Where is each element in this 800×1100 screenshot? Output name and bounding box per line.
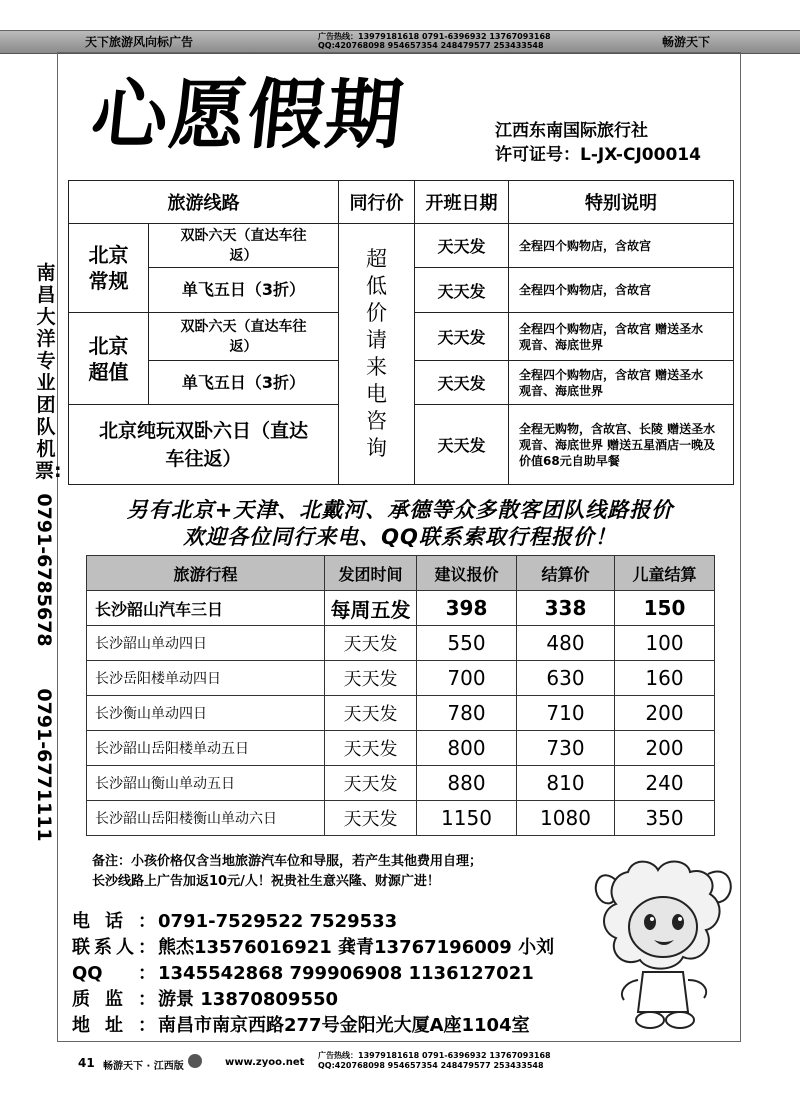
footer-ad-qq: QQ:420768098 954657354 248479577 253433548 [318,1061,544,1070]
route-item: 双卧六天（直达车往返） [149,224,339,268]
promo-line-2: 欢迎各位同行来电、QQ联系索取行程报价！ [183,525,617,549]
header-suggested-price: 建议报价 [417,556,517,591]
itinerary-cell: 长沙岳阳楼单动四日 [87,661,325,696]
contact-phone: 电话： 0791-7529522 7529533 [72,911,398,932]
route-day: 天天发 [415,313,509,361]
contact-person: 联系人： 熊杰13576016921 龚青13767196009 小刘 [72,937,555,958]
agency-name: 江西东南国际旅行社 [495,121,648,141]
route-day: 天天发 [415,268,509,313]
license-number: 许可证号：L-JX-CJ00014 [495,145,701,165]
route-item: 单飞五日（3折） [149,268,339,313]
table-row [87,661,715,696]
settlement-price-cell: 338 [517,591,615,626]
header-route: 旅游线路 [69,181,339,224]
settlement-price-cell: 480 [517,626,615,661]
suggested-price-cell: 780 [417,696,517,731]
itinerary-cell: 长沙衡山单动四日 [87,696,325,731]
itinerary-cell: 长沙韶山岳阳楼衡山单动六日 [87,801,325,836]
itinerary-cell: 长沙韶山单动四日 [87,626,325,661]
footer-page-number: 41 [78,1056,95,1070]
route-note: 全程无购物，含故宫、长陵 赠送圣水观音、海底世界 赠送五星酒店一晚及价值68元自助早餐 [509,405,734,485]
table-row [87,766,715,801]
departure-cell: 天天发 [325,731,417,766]
child-price-cell: 100 [615,626,715,661]
side-ticket-text: 南昌大洋专业团队机票: [35,262,62,482]
contact-qq: QQ： 1345542868 799906908 1136127021 [72,963,534,984]
route-item: 北京纯玩双卧六日（直达车往返） [69,405,339,485]
departure-cell: 天天发 [325,801,417,836]
table-row [69,224,734,268]
table-row [87,626,715,661]
header-departure: 发团时间 [325,556,417,591]
header-ad-hotline: 广告热线：13979181618 0791-6396932 13767093168 [318,32,551,41]
group-beijing-regular: 北京常规 [69,224,149,313]
route-day: 天天发 [415,224,509,268]
departure-cell: 天天发 [325,766,417,801]
settlement-price-cell: 710 [517,696,615,731]
beijing-routes-table [68,180,734,485]
note-line-1: 备注：小孩价格仅含当地旅游汽车位和导服，若产生其他费用自理； [92,854,483,869]
itinerary-cell: 长沙韶山岳阳楼单动五日 [87,731,325,766]
header-itinerary: 旅游行程 [87,556,325,591]
header-special-note: 特别说明 [509,181,734,224]
table-header-row [69,181,734,224]
route-day: 天天发 [415,405,509,485]
suggested-price-cell: 398 [417,591,517,626]
settlement-price-cell: 1080 [517,801,615,836]
promo-line-1: 另有北京+天津、北戴河、承德等众多散客团队线路报价 [126,498,674,522]
departure-cell: 天天发 [325,696,417,731]
table-row [87,696,715,731]
note-line-2: 长沙线路上广告加返10元/人！祝贵社生意兴隆、财源广进！ [92,874,440,889]
header-child-price: 儿童结算 [615,556,715,591]
child-price-cell: 200 [615,731,715,766]
departure-cell: 天天发 [325,626,417,661]
side-phone-2: 0791-6771111 [33,688,55,842]
departure-cell: 每周五发 [325,591,417,626]
itinerary-cell: 长沙韶山汽车三日 [87,591,325,626]
price-note: 超低价请来电咨询 [339,224,415,485]
contact-qq-value: 1345542868 799906908 1136127021 [158,963,534,984]
suggested-price-cell: 1150 [417,801,517,836]
changsha-routes-table [86,555,715,836]
header-right-text: 畅游天下 [662,35,711,49]
table-row [87,801,715,836]
child-price-cell: 150 [615,591,715,626]
child-price-cell: 350 [615,801,715,836]
route-note: 全程四个购物店，含故宫 [509,268,734,313]
table-row [87,731,715,766]
header-left-text: 天下旅游风向标广告 [85,35,194,49]
contact-phone-value: 0791-7529522 7529533 [158,911,398,932]
child-price-cell: 200 [615,696,715,731]
contact-person-value: 熊杰13576016921 龚青13767196009 小刘 [158,937,555,958]
settlement-price-cell: 730 [517,731,615,766]
route-note: 全程四个购物店，含故宫 赠送圣水观音、海底世界 [509,313,734,361]
contact-address-value: 南昌市南京西路277号金阳光大厦A座1104室 [158,1015,530,1036]
settlement-price-cell: 810 [517,766,615,801]
contact-quality-value: 游景 13870809550 [158,989,339,1010]
side-phone-1: 0791-6785678 [33,493,55,647]
route-item: 双卧六天（直达车往返） [149,313,339,361]
footer-magazine: 畅游天下 · 江西版 [103,1061,184,1072]
table-row [87,591,715,626]
child-price-cell: 240 [615,766,715,801]
footer-logo-icon [188,1054,202,1068]
suggested-price-cell: 700 [417,661,517,696]
route-item: 单飞五日（3折） [149,361,339,405]
itinerary-cell: 长沙韶山衡山单动五日 [87,766,325,801]
header-settlement-price: 结算价 [517,556,615,591]
contact-quality: 质监： 游景 13870809550 [72,989,339,1010]
header-ad-qq: QQ:420768098 954657354 248479577 253433548 [318,41,544,50]
suggested-price-cell: 800 [417,731,517,766]
suggested-price-cell: 550 [417,626,517,661]
header-start-date: 开班日期 [415,181,509,224]
departure-cell: 天天发 [325,661,417,696]
header-peer-price: 同行价 [339,181,415,224]
route-day: 天天发 [415,361,509,405]
brand-title: 心愿假期 [87,70,409,159]
footer-ad-hotline: 广告热线：13979181618 0791-6396932 13767093168 [318,1051,551,1060]
sheep-mascot-illustration [588,852,738,1037]
contact-address: 地址： 南昌市南京西路277号金阳光大厦A座1104室 [72,1015,530,1036]
child-price-cell: 160 [615,661,715,696]
settlement-price-cell: 630 [517,661,615,696]
route-note: 全程四个购物店，含故宫 [509,224,734,268]
suggested-price-cell: 880 [417,766,517,801]
table-header-row [87,556,715,591]
route-note: 全程四个购物店，含故宫 赠送圣水观音、海底世界 [509,361,734,405]
footer-website: www.zyoo.net [225,1057,305,1068]
group-beijing-value: 北京超值 [69,313,149,405]
